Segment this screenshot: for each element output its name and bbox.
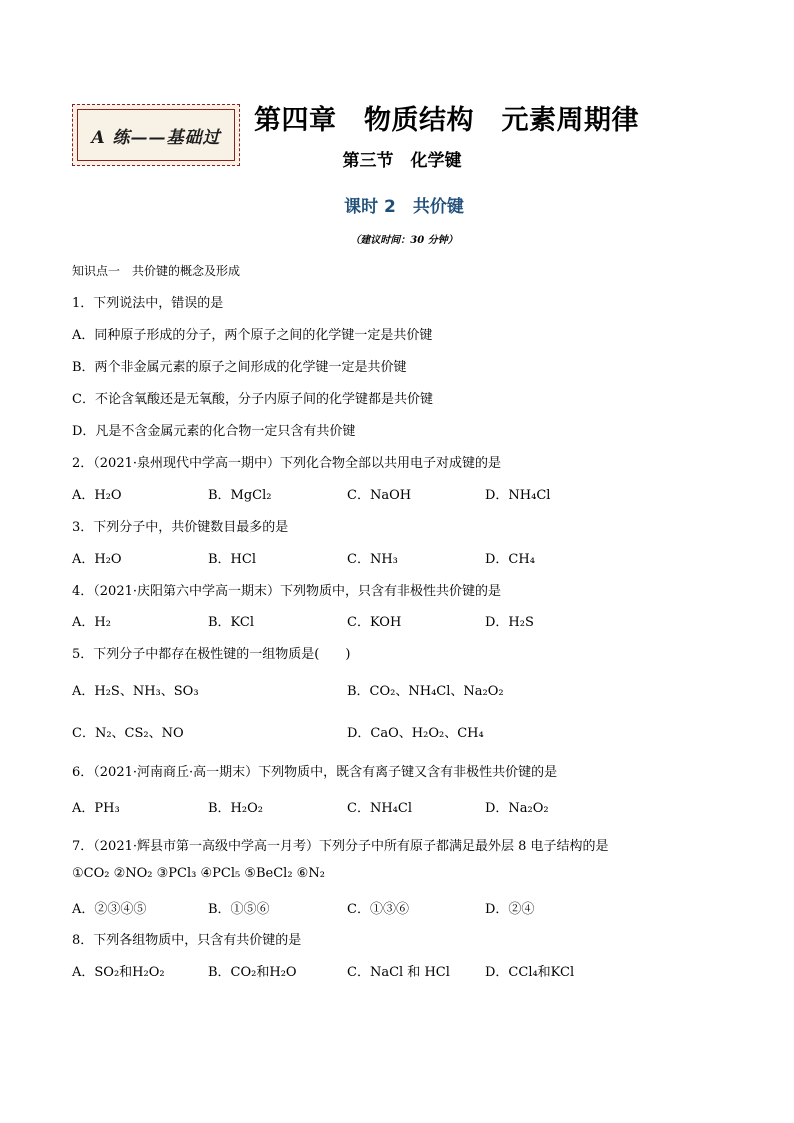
q1-option-a: A．同种原子形成的分子，两个原子之间的化学键一定是共价键 xyxy=(72,328,433,343)
q5-option-a: A．H₂S、NH₃、SO₃ xyxy=(72,684,199,699)
suggested-time: （建议时间：30 分钟） xyxy=(350,235,458,246)
knowledge-point-heading: 知识点一 共价键的概念及形成 xyxy=(72,264,241,278)
q6-option-d: D．Na₂O₂ xyxy=(485,801,549,816)
q6-option-b: B．H₂O₂ xyxy=(208,801,263,816)
q2-option-b: B．MgCl₂ xyxy=(208,488,272,503)
lesson-title: 课时 2 共价键 xyxy=(344,197,464,217)
q3-option-b: B．HCl xyxy=(208,552,256,567)
q8-option-b: B．CO₂和H₂O xyxy=(208,965,297,980)
q3-option-d: D．CH₄ xyxy=(485,552,535,567)
q2-option-d: D．NH₄Cl xyxy=(485,488,551,503)
q7-molecule-list: ①CO₂ ②NO₂ ③PCl₃ ④PCl₅ ⑤BeCl₂ ⑥N₂ xyxy=(72,866,325,881)
q5-stem: 5．下列分子中都存在极性键的一组物质是( ) xyxy=(72,647,351,662)
q1-option-d: D．凡是不含金属元素的化合物一定只含有共价键 xyxy=(72,424,356,439)
q8-option-d: D．CCl₄和KCl xyxy=(485,965,575,980)
q2-stem: 2．（2021·泉州现代中学高一期中）下列化合物全部以共用电子对成键的是 xyxy=(72,456,501,471)
q7-option-a: A．②③④⑤ xyxy=(72,902,147,917)
q6-stem: 6．（2021·河南商丘·高一期末）下列物质中，既含有离子键又含有非极性共价键的是 xyxy=(72,765,558,780)
q4-option-b: B．KCl xyxy=(208,615,255,630)
q1-stem: 1．下列说法中，错误的是 xyxy=(72,296,224,311)
q8-stem: 8．下列各组物质中，只含有共价键的是 xyxy=(72,933,302,948)
chapter-title: 第四章 物质结构 元素周期律 xyxy=(254,105,639,136)
q2-option-c: C．NaOH xyxy=(347,488,412,503)
q7-stem: 7．（2021·辉县市第一高级中学高一月考）下列分子中所有原子都满足最外层 8 电子结构的是 xyxy=(72,839,609,854)
q5-option-d: D．CaO、H₂O₂、CH₄ xyxy=(347,726,484,741)
q4-option-c: C．KOH xyxy=(347,615,402,630)
q8-option-c: C．NaCl 和 HCl xyxy=(347,965,450,980)
q2-option-a: A．H₂O xyxy=(72,488,122,503)
q4-option-a: A．H₂ xyxy=(72,615,111,630)
q7-option-b: B．①⑤⑥ xyxy=(208,902,270,917)
q3-option-a: A．H₂O xyxy=(72,552,122,567)
q5-option-c: C．N₂、CS₂、NO xyxy=(72,726,184,741)
q1-option-c: C．不论含氧酸还是无氧酸，分子内原子间的化学键都是共价键 xyxy=(72,392,433,407)
q4-option-d: D．H₂S xyxy=(485,615,534,630)
section-title: 第三节 化学键 xyxy=(342,151,462,171)
q6-option-a: A．PH₃ xyxy=(72,801,120,816)
q6-option-c: C．NH₄Cl xyxy=(347,801,412,816)
q4-stem: 4．（2021·庆阳第六中学高一期末）下列物质中，只含有非极性共价键的是 xyxy=(72,584,501,599)
q8-option-a: A．SO₂和H₂O₂ xyxy=(72,965,165,980)
q7-option-c: C．①③⑥ xyxy=(347,902,409,917)
badge-text: A 练——基础过 xyxy=(91,127,221,148)
q5-option-b: B．CO₂、NH₄Cl、Na₂O₂ xyxy=(347,684,504,699)
q1-option-b: B．两个非金属元素的原子之间形成的化学键一定是共价键 xyxy=(72,360,407,375)
q3-option-c: C．NH₃ xyxy=(347,552,398,567)
q7-option-d: D．②④ xyxy=(485,902,535,917)
q3-stem: 3．下列分子中，共价键数目最多的是 xyxy=(72,520,289,535)
